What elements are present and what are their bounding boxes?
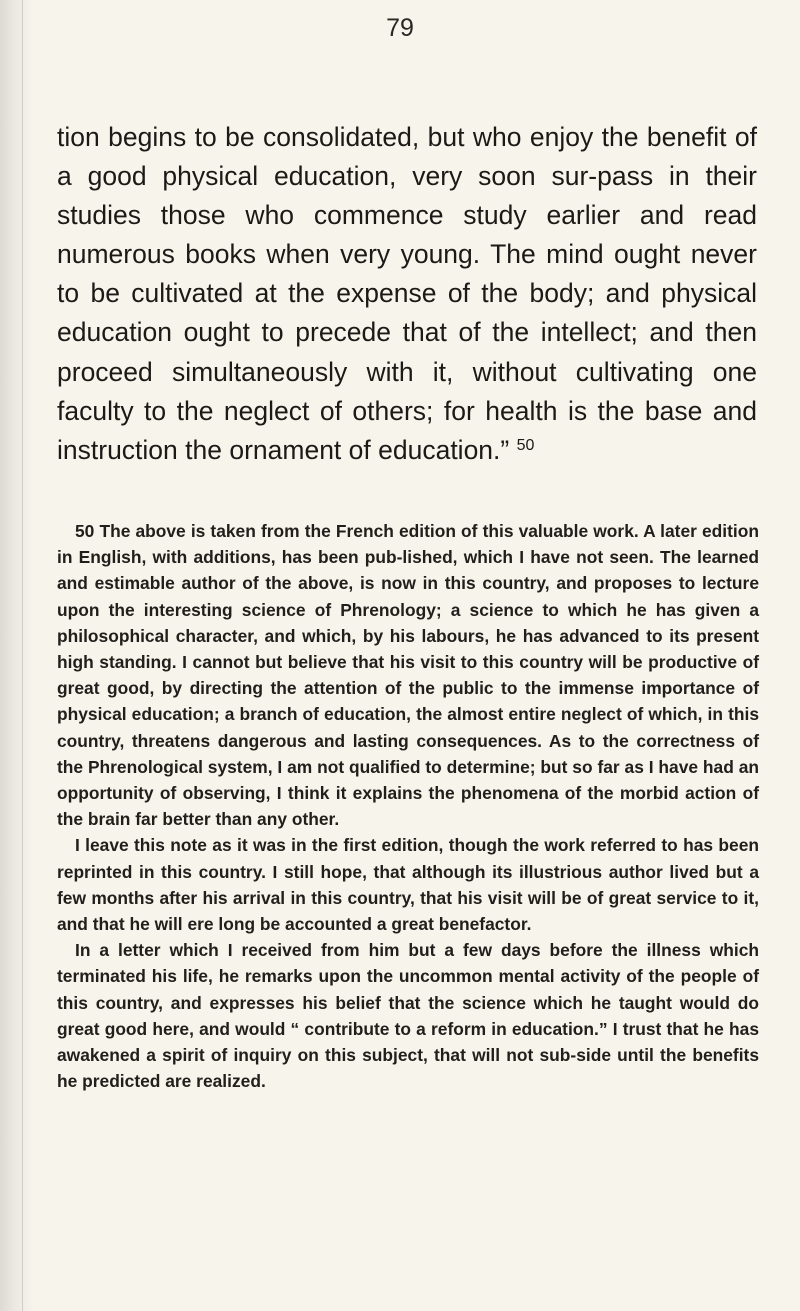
page-number: 79 — [386, 14, 414, 42]
binding-gutter — [0, 0, 34, 1311]
footnote-paragraph: I leave this note as it was in the first edition, though the work referred to has been reprinted in this country. I still hope, that although its illustrious author lived but a few months after his arrival in this country, that his visit will be of great service to it, and that he will ere long be accounted a great benefactor. — [57, 835, 759, 935]
main-paragraph — [57, 118, 757, 470]
main-paragraph-text: tion begins to be consolidated, but who enjoy the benefit of a good physical education, very soon sur-pass in their studies those who commence study earlier and read numerous books when very young. The mind ought never to be cultivated at the expense of the body; and physical education ought to precede that of the intellect; and then proceed simultaneously with it, without cultivating one faculty to the neglect of others; for health is the base and instruction the ornament of education.” — [57, 122, 757, 465]
footnote-reference: 50 — [516, 436, 535, 454]
gutter-line — [22, 0, 23, 1311]
footnote-paragraph: In a letter which I received from him but a few days before the illness which terminated his life, he remarks upon the uncommon mental activity of the people of this country, and expresses his belief that the science which he taught would do great good here, and would “ contribute to a reform in education.” I trust that he has awakened a spirit of inquiry on this subject, that will not sub-side until the benefits he predicted are realized. — [57, 940, 759, 1092]
footnote-block — [57, 518, 759, 1094]
footnote-paragraph: 50 The above is taken from the French edition of this valuable work. A later edition in English, with additions, has been pub-lished, which I have not seen. The learned and estimable author of the above, is now in this country, and proposes to lecture upon the interesting science of Phrenology; a science to which he has given a philosophical character, and which, by his labours, he has advanced to its present high standing. I cannot but believe that his visit to this country will be productive of great good, by directing the attention of the public to the immense importance of physical education; a branch of education, the almost entire neglect of which, in this country, threatens dangerous and lasting consequences. As to the correctness of the Phrenological system, I am not qualified to determine; but so far as I have had an opportunity of observing, I think it explains the phenomena of the morbid action of the brain far better than any other. — [57, 521, 759, 830]
